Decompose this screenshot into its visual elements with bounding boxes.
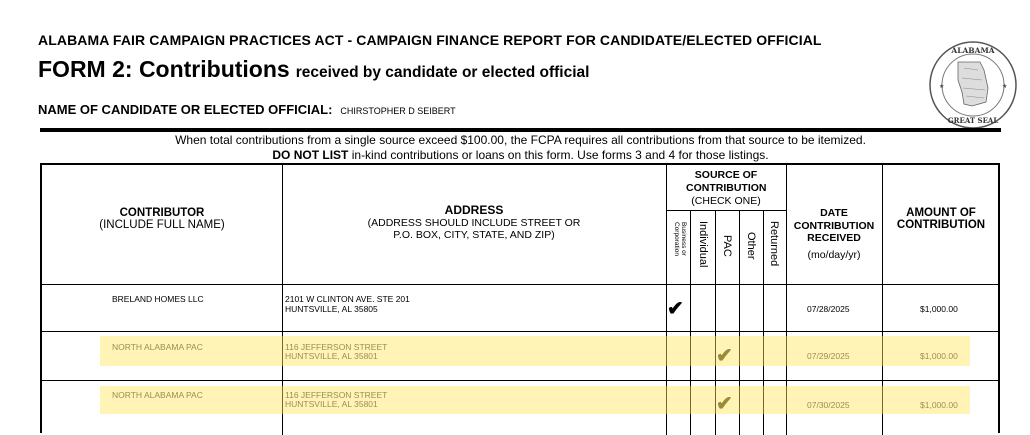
row-2-address-line1: 116 JEFFERSON STREET xyxy=(285,342,388,352)
candidate-name-value: CHIRSTOPHER D SEIBERT xyxy=(340,106,456,116)
candidate-name-row xyxy=(38,102,456,117)
alabama-great-seal-icon xyxy=(928,40,1018,130)
svg-text:GREAT SEAL: GREAT SEAL xyxy=(947,116,999,125)
source-business-header: Business or Corporation xyxy=(673,222,687,256)
row-3-address-line1: 116 JEFFERSON STREET xyxy=(285,390,388,400)
row-3-address-line2: HUNTSVILLE, AL 35801 xyxy=(285,399,378,409)
source-header: SOURCE OF CONTRIBUTION (CHECK ONE) xyxy=(686,169,767,207)
row-1-contributor: BRELAND HOMES LLC xyxy=(112,294,204,304)
contributor-header: CONTRIBUTOR (INCLUDE FULL NAME) xyxy=(99,207,225,231)
row-3-date: 07/30/2025 xyxy=(807,400,850,410)
source-pac-header: PAC xyxy=(721,235,733,257)
row-1-business-check-icon: ✔ xyxy=(667,298,684,320)
svg-text:ALABAMA: ALABAMA xyxy=(951,46,995,55)
row-2-amount: $1,000.00 xyxy=(920,351,958,361)
form-title-main: FORM 2: Contributions xyxy=(38,56,290,82)
row-1-address-line1: 2101 W CLINTON AVE. STE 201 xyxy=(285,294,410,304)
row-2-pac-check-icon: ✔ xyxy=(716,345,733,367)
form-subtitle: received by candidate or elected official xyxy=(295,64,590,81)
do-not-list-bold: DO NOT LIST xyxy=(272,148,349,162)
source-returned-header: Returned xyxy=(768,221,780,267)
row-3-amount: $1,000.00 xyxy=(920,400,958,410)
act-title: ALABAMA FAIR CAMPAIGN PRACTICES ACT - CAMPAIGN FINANCE REPORT FOR CANDIDATE/ELECTED OFFICIAL xyxy=(38,32,822,48)
source-other-header: Other xyxy=(745,232,757,260)
row-2-date: 07/29/2025 xyxy=(807,351,850,361)
source-individual-header: Individual xyxy=(697,221,709,268)
row-3-pac-check-icon: ✔ xyxy=(716,393,733,415)
row-1-amount: $1,000.00 xyxy=(920,304,958,314)
amount-header: AMOUNT OF CONTRIBUTION xyxy=(896,207,986,231)
row-1-date: 07/28/2025 xyxy=(807,304,850,314)
do-not-list-rest: in-kind contributions or loans on this form. Use forms 3 and 4 for those listings. xyxy=(348,148,769,162)
row-2-contributor: NORTH ALABAMA PAC xyxy=(112,342,203,352)
svg-text:★: ★ xyxy=(939,84,945,90)
itemize-note: When total contributions from a single source exceed $100.00, the FCPA requires all contributions from that source to be itemized. xyxy=(175,133,866,147)
row-3-contributor: NORTH ALABAMA PAC xyxy=(112,390,203,400)
row-1-address-line2: HUNTSVILLE, AL 35805 xyxy=(285,304,378,314)
address-header: ADDRESS (ADDRESS SHOULD INCLUDE STREET OR P.O. BOX, CITY, STATE, AND ZIP) xyxy=(367,203,581,241)
form-title xyxy=(38,56,589,83)
header-rule xyxy=(40,128,1001,132)
row-2-address-line2: HUNTSVILLE, AL 35801 xyxy=(285,351,378,361)
do-not-list-note xyxy=(40,148,1001,162)
date-header: DATE CONTRIBUTION RECEIVED (mo/day/yr) xyxy=(793,207,875,261)
svg-text:★: ★ xyxy=(1002,84,1008,90)
candidate-name-label: NAME OF CANDIDATE OR ELECTED OFFICIAL: xyxy=(38,102,333,117)
